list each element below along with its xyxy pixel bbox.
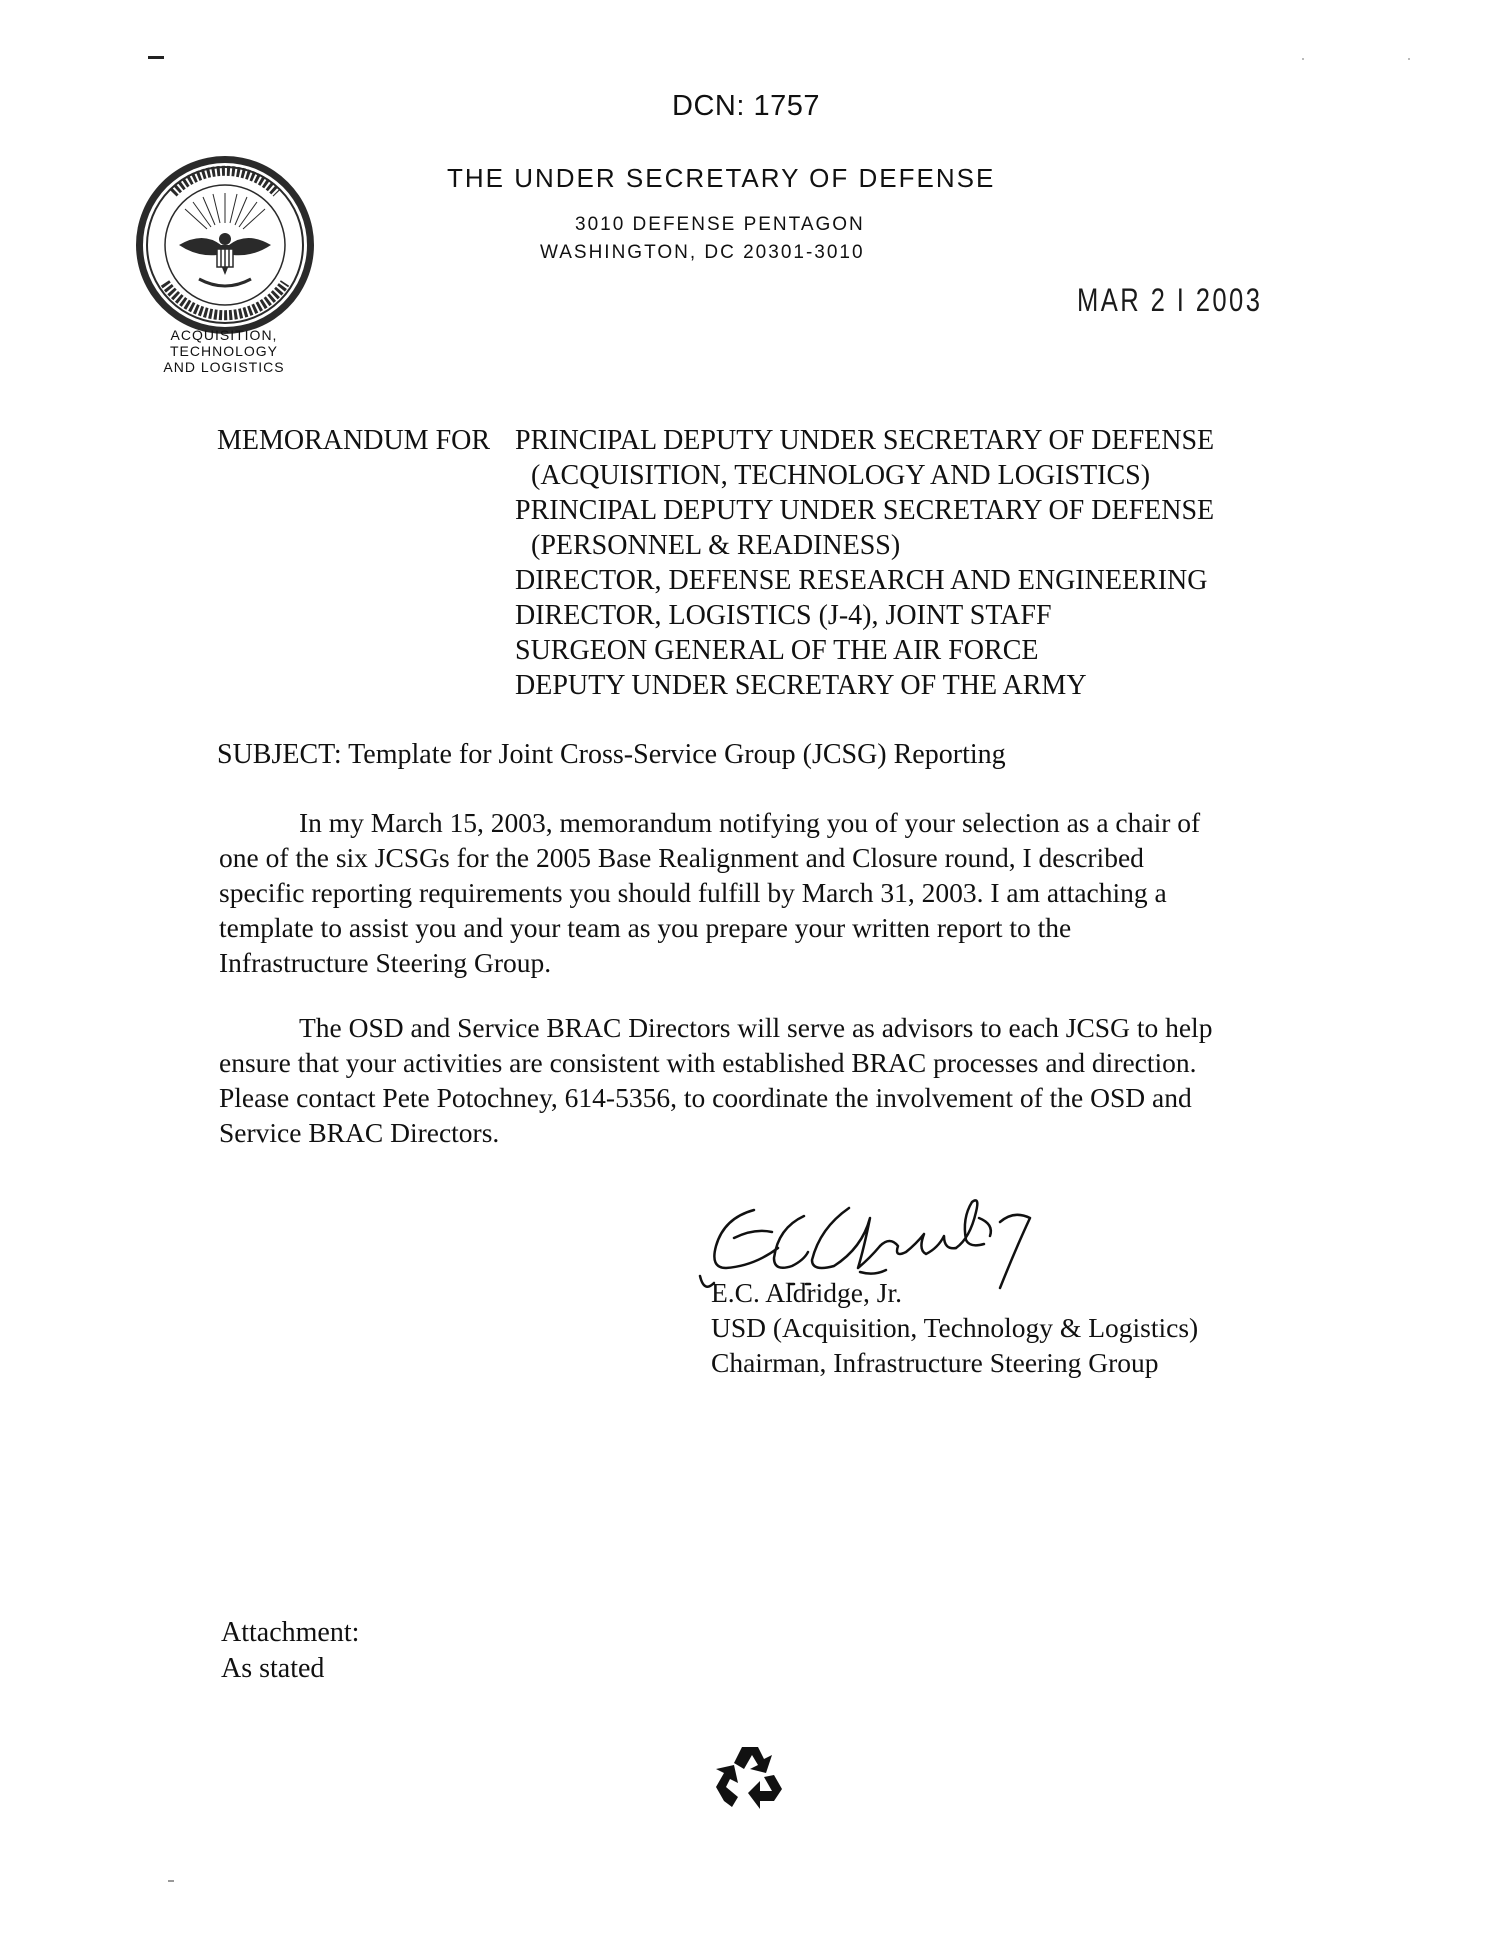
signer-name: E.C. Aldridge, Jr. — [711, 1277, 902, 1308]
dod-seal-icon — [133, 153, 317, 337]
paragraph-line: template to assist you and your team as you prepare your written report to the — [219, 912, 1072, 943]
memo-addressee: (ACQUISITION, TECHNOLOGY AND LOGISTICS) — [531, 460, 1151, 491]
paragraph-line: specific reporting requirements you should fulfill by March 31, 2003. I am attaching a — [219, 877, 1167, 908]
memo-addressee: PRINCIPAL DEPUTY UNDER SECRETARY OF DEFENSE — [515, 495, 1215, 526]
memo-addressee: DIRECTOR, DEFENSE RESEARCH AND ENGINEERING — [515, 565, 1208, 596]
signature-block — [711, 1275, 1198, 1380]
memo-prefix — [217, 424, 490, 458]
memo-addressee: (PERSONNEL & READINESS) — [531, 530, 901, 561]
paragraph-line: The OSD and Service BRAC Directors will serve as advisors to each JCSG to help — [299, 1012, 1213, 1043]
paragraph-line: Please contact Pete Potochney, 614-5356, to coordinate the involvement of the OSD and — [219, 1082, 1192, 1113]
date-stamp: MAR 2 I 2003 — [1077, 282, 1263, 318]
attachment-block — [221, 1615, 359, 1687]
recycle-icon — [712, 1741, 784, 1813]
agency-title: THE UNDER SECRETARY OF DEFENSE — [447, 163, 996, 193]
memo-addressee: SURGEON GENERAL OF THE AIR FORCE — [515, 635, 1039, 666]
paragraph-line: In my March 15, 2003, memorandum notifying you of your selection as a chair of — [299, 807, 1201, 838]
scan-speck — [168, 1880, 174, 1882]
address-line: 3010 DEFENSE PENTAGON — [575, 214, 865, 235]
scan-speck — [1408, 58, 1410, 60]
attachment-value: As stated — [221, 1653, 325, 1684]
paragraph-line: one of the six JCSGs for the 2005 Base Realignment and Closure round, I described — [219, 842, 1144, 873]
memo-subject: SUBJECT: Template for Joint Cross-Service Group (JCSG) Reporting — [217, 739, 1006, 770]
body-paragraph-1 — [219, 805, 1299, 980]
address-line: WASHINGTON, DC 20301-3010 — [540, 242, 865, 263]
seal-caption-line: TECHNOLOGY — [169, 343, 278, 359]
paragraph-line: ensure that your activities are consistent with established BRAC processes and direction. — [219, 1047, 1197, 1078]
signer-title: USD (Acquisition, Technology & Logistics) — [711, 1312, 1199, 1343]
signer-title: Chairman, Infrastructure Steering Group — [711, 1347, 1159, 1378]
seal-caption — [130, 327, 318, 375]
memo-prefix-label: MEMORANDUM FOR — [217, 425, 491, 456]
scan-speck — [148, 56, 164, 59]
memo-addressee: DEPUTY UNDER SECRETARY OF THE ARMY — [515, 670, 1087, 701]
agency-address — [540, 211, 960, 267]
seal-caption-line: AND LOGISTICS — [163, 359, 285, 375]
scan-speck — [1302, 58, 1304, 60]
body-paragraph-2 — [219, 1010, 1299, 1150]
memo-addressee: DIRECTOR, LOGISTICS (J-4), JOINT STAFF — [515, 600, 1052, 631]
paragraph-line: Infrastructure Steering Group. — [219, 947, 552, 978]
memo-addressee: PRINCIPAL DEPUTY UNDER SECRETARY OF DEFENSE — [515, 425, 1215, 456]
dcn-number: DCN: 1757 — [672, 90, 820, 122]
paragraph-line: Service BRAC Directors. — [219, 1117, 500, 1148]
seal-caption-line: ACQUISITION, — [170, 327, 278, 343]
attachment-label: Attachment: — [221, 1617, 360, 1648]
